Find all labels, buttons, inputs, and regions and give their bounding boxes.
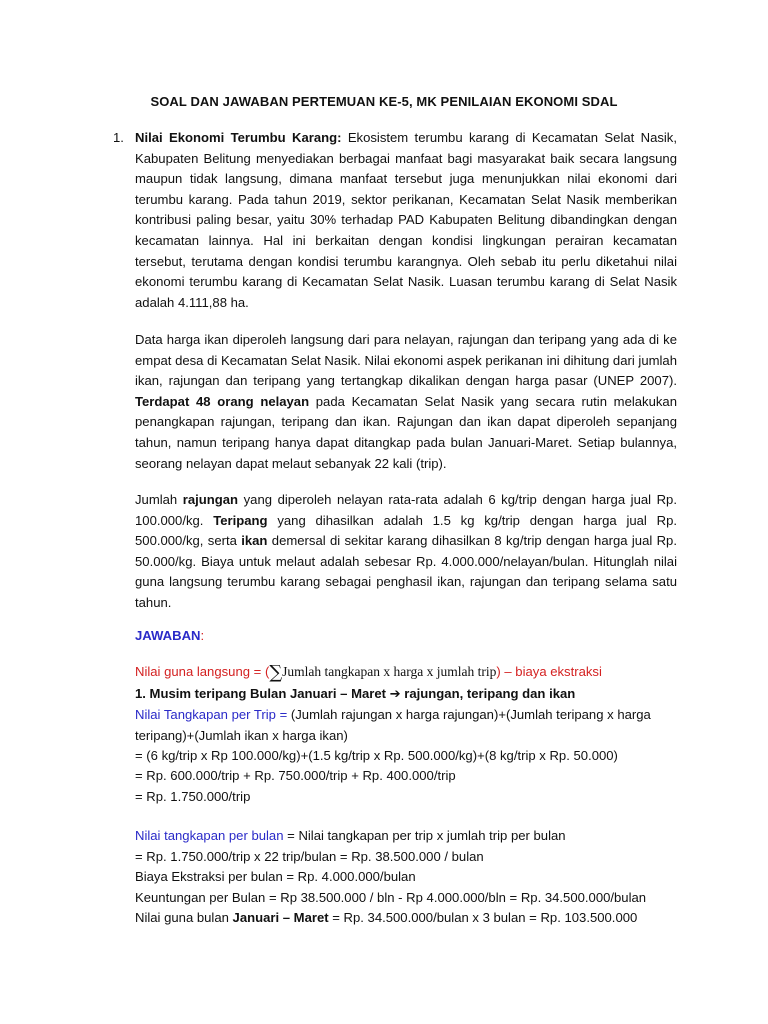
- trip-definition: [135, 705, 675, 746]
- trip-def: (Jumlah rajungan x harga rajungan)+(Jumlah teripang x harga teripang)+(Jumlah ikan x harga ikan): [135, 707, 651, 743]
- document-title: SOAL DAN JAWABAN PERTEMUAN KE-5, MK PENILAIAN EKONOMI SDAL: [150, 94, 618, 109]
- paragraph-data: [135, 330, 677, 474]
- month-calc-line-1: = Rp. 1.750.000/trip x 22 trip/bulan = Rp. 38.500.000 / bulan: [135, 849, 484, 864]
- p3-bold-ikan: ikan: [241, 533, 268, 549]
- paragraph-2-text-a: Data harga ikan diperoleh langsung dari para nelayan, rajungan dan teripang yang ada di ke empat desa di Kecamatan Selat Nasik. Nilai ekonomi aspek perikanan ini dihitung dari jumlah ikan, rajungan dan teripang yang tertangkap dikalikan dengan harga pasar (UNEP 2007).: [135, 332, 677, 389]
- p3-bold-rajungan: rajungan: [182, 492, 239, 507]
- paragraph-question: [135, 490, 677, 614]
- paragraph-problem-intro: [135, 128, 677, 313]
- p3-text-e: yang dihasilkan adalah 1.5 kg kg/trip dengan harga jual Rp. 500.000/kg, serta: [135, 512, 678, 549]
- trip-calc-line-3: = Rp. 1.750.000/trip: [135, 789, 251, 804]
- month-definition: [135, 826, 695, 847]
- month-calc-line-4: [135, 908, 695, 929]
- month-calc-line-3: Keuntungan per Bulan = Rp 38.500.000 / bln - Rp 4.000.000/bln = Rp. 34.500.000/bulan: [135, 890, 647, 905]
- p3-text-c: yang diperoleh nelayan rata-rata adalah 6 kg/trip dengan harga jual Rp. 100.000/kg.: [135, 492, 677, 528]
- formula-end: ) – biaya ekstraksi: [496, 664, 602, 679]
- month-line4-bold: Januari – Maret: [232, 910, 329, 925]
- item-heading: Nilai Ekonomi Terumbu Karang:: [135, 130, 342, 145]
- answer-heading: [135, 626, 677, 647]
- trip-label: Nilai Tangkapan per Trip =: [135, 707, 288, 722]
- formula-line: [135, 662, 677, 684]
- answer-colon: :: [200, 628, 205, 643]
- season-title-a: 1. Musim teripang Bulan Januari – Maret: [135, 686, 390, 701]
- p3-text-g: demersal di sekitar karang dihasilkan 8 kg/trip dengan harga jual Rp. 50.000/kg. Biaya untuk melaut adalah sebesar Rp. 4.000.000/nelayan/bulan. Hitunglah nilai guna langsung terumbu karang sebagai penghasil ikan, rajungan dan teripang selama satu tahun.: [135, 533, 677, 610]
- season-title-b: rajungan, teripang dan ikan: [400, 686, 576, 701]
- answer-label: JAWABAN: [135, 628, 201, 643]
- trip-calc-line-2: = Rp. 600.000/trip + Rp. 750.000/trip + Rp. 400.000/trip: [135, 768, 456, 783]
- right-arrow-icon: ➔: [389, 687, 401, 702]
- item-number: 1.: [113, 130, 124, 145]
- formula-label: Nilai guna langsung = (: [135, 664, 270, 679]
- month-def: = Nilai tangkapan per trip x jumlah trip per bulan: [283, 828, 566, 843]
- month-line4-a: Nilai guna bulan: [135, 910, 233, 925]
- formula-body: Jumlah tangkapan x harga x jumlah trip: [282, 664, 497, 679]
- p3-bold-teripang: Teripang: [213, 512, 268, 528]
- paragraph-2-bold: Terdapat 48 orang nelayan: [135, 393, 310, 409]
- trip-calc-line-1: = (6 kg/trip x Rp 100.000/kg)+(1.5 kg/trip x Rp. 500.000/kg)+(8 kg/trip x Rp. 50.000): [135, 748, 618, 763]
- paragraph-2-text-b: pada Kecamatan Selat Nasik yang secara rutin melakukan penangkapan rajungan, teripang dan ikan. Rajungan dan ikan dapat diperoleh sepanjang tahun, namun teripang hanya dapat ditangkap pada bulan Januari-Maret. Setiap bulannya, seorang nelayan dapat melaut sebanyak 22 kali (trip).: [135, 393, 677, 471]
- paragraph-1-text: Ekosistem terumbu karang di Kecamatan Selat Nasik, Kabupaten Belitung menyediakan berbagai manfaat bagi masyarakat baik secara langsung maupun tidak langsung, dimana manfaat tersebut juga menunjukkan nilai ekonomi dari terumbu karang. Pada tahun 2019, sektor perikanan, Kecamatan Selat Nasik memberikan kontribusi paling besar, yaitu 30% terhadap PAD Kabupaten Belitung dibandingkan dengan kecamatan lainnya. Hal ini berkaitan dengan kondisi lingkungan perairan kecamatan tersebut, terutama dengan kondisi terumbu karangnya. Oleh sebab itu perlu diketahui nilai ekonomi terumbu karang di Kecamatan Selat Nasik. Luasan terumbu karang di Selat Nasik adalah 4.111,88 ha.: [135, 130, 677, 310]
- month-label: Nilai tangkapan per bulan: [135, 828, 284, 843]
- p3-text-a: Jumlah: [135, 492, 183, 507]
- sigma-icon: ∑: [269, 662, 283, 683]
- season-title: [135, 684, 677, 706]
- month-calc-line-2: Biaya Ekstraksi per bulan = Rp. 4.000.000/bulan: [135, 869, 416, 884]
- month-line4-c: = Rp. 34.500.000/bulan x 3 bulan = Rp. 103.500.000: [328, 910, 638, 925]
